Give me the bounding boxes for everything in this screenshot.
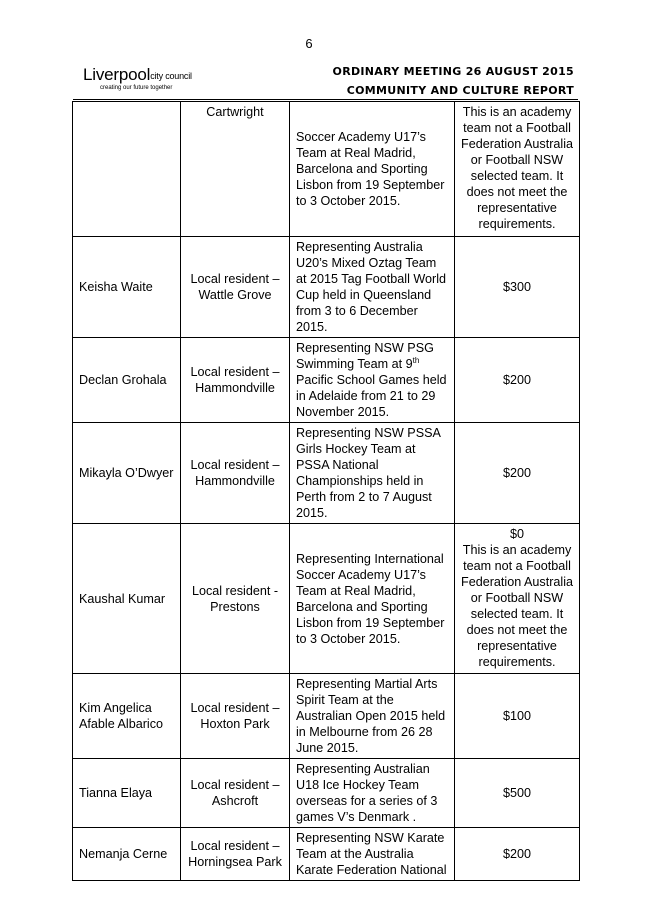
residence-cell: Local resident – Horningsea Park (181, 828, 290, 881)
table-row (73, 338, 580, 423)
recipient-name-cell: Kim Angelica Afable Albarico (73, 674, 181, 759)
recipient-name-cell: Keisha Waite (73, 237, 181, 338)
amount-cell: $300 (455, 237, 580, 338)
meeting-heading: ORDINARY MEETING 26 AUGUST 2015 (332, 65, 574, 78)
residence-cell: Cartwright (181, 102, 290, 237)
table-row (73, 674, 580, 759)
amount-note: This is an academy team not a Football Federation Australia or Football NSW selected team. It does not meet the representative requirements. (461, 543, 574, 669)
amount-cell (455, 524, 580, 674)
residence-cell: Local resident – Wattle Grove (181, 237, 290, 338)
description-cell: Soccer Academy U17’s Team at Real Madrid, Barcelona and Sporting Lisbon from 19 September to 3 October 2015. (290, 102, 455, 237)
amount-cell: $200 (455, 338, 580, 423)
recipient-name-cell: Tianna Elaya (73, 759, 181, 828)
residence-cell: Local resident – Hammondville (181, 423, 290, 524)
table-row (73, 759, 580, 828)
description-text: Representing NSW PSG Swimming Team at 9 (296, 341, 434, 371)
amount-cell: $200 (455, 828, 580, 881)
recipient-name-cell (73, 102, 181, 237)
page-number: 6 (305, 36, 313, 51)
amount-cell: $500 (455, 759, 580, 828)
recipient-name-cell: Declan Grohala (73, 338, 181, 423)
table-row (73, 423, 580, 524)
logo-tagline: creating our future together (100, 85, 173, 91)
description-cell: Representing NSW PSSA Girls Hockey Team at PSSA National Championships held in Perth from 2 to 7 August 2015. (290, 423, 455, 524)
report-heading: COMMUNITY AND CULTURE REPORT (346, 84, 574, 97)
logo-main-text: Liverpool (83, 65, 151, 84)
table-row (73, 828, 580, 881)
amount-cell: $100 (455, 674, 580, 759)
amount-cell: $200 (455, 423, 580, 524)
description-cell: Representing Martial Arts Spirit Team at the Australian Open 2015 held in Melbourne from 26 28 June 2015. (290, 674, 455, 759)
grants-table (72, 101, 580, 881)
header-rule (73, 99, 578, 100)
residence-cell: Local resident – Ashcroft (181, 759, 290, 828)
table-row (73, 102, 580, 237)
description-text-continued: Pacific School Games held in Adelaide from 21 to 29 November 2015. (296, 373, 447, 419)
residence-cell: Local resident – Hammondville (181, 338, 290, 423)
description-cell: Representing International Soccer Academy U17’s Team at Real Madrid, Barcelona and Sporting Lisbon from 19 September to 3 October 2015. (290, 524, 455, 674)
residence-cell: Local resident - Prestons (181, 524, 290, 674)
recipient-name-cell: Mikayla O’Dwyer (73, 423, 181, 524)
council-logo (83, 66, 192, 92)
table-row (73, 237, 580, 338)
recipient-name-cell: Kaushal Kumar (73, 524, 181, 674)
amount-cell (455, 102, 580, 237)
description-cell: Representing NSW Karate Team at the Australia Karate Federation National (290, 828, 455, 881)
description-cell (290, 338, 455, 423)
amount-value: $0 (509, 527, 524, 541)
residence-cell: Local resident – Hoxton Park (181, 674, 290, 759)
description-cell: Representing Australia U20’s Mixed Oztag Team at 2015 Tag Football World Cup held in Queensland from 3 to 6 December 2015. (290, 237, 455, 338)
recipient-name-cell: Nemanja Cerne (73, 828, 181, 881)
description-cell: Representing Australian U18 Ice Hockey Team overseas for a series of 3 games V’s Denmark . (290, 759, 455, 828)
logo-suffix-text: city council (150, 71, 192, 81)
table-row (73, 524, 580, 674)
amount-note: This is an academy team not a Football Federation Australia or Football NSW selected team. It does not meet the representative requirements. (461, 105, 574, 231)
ordinal-suffix: th (412, 355, 420, 365)
